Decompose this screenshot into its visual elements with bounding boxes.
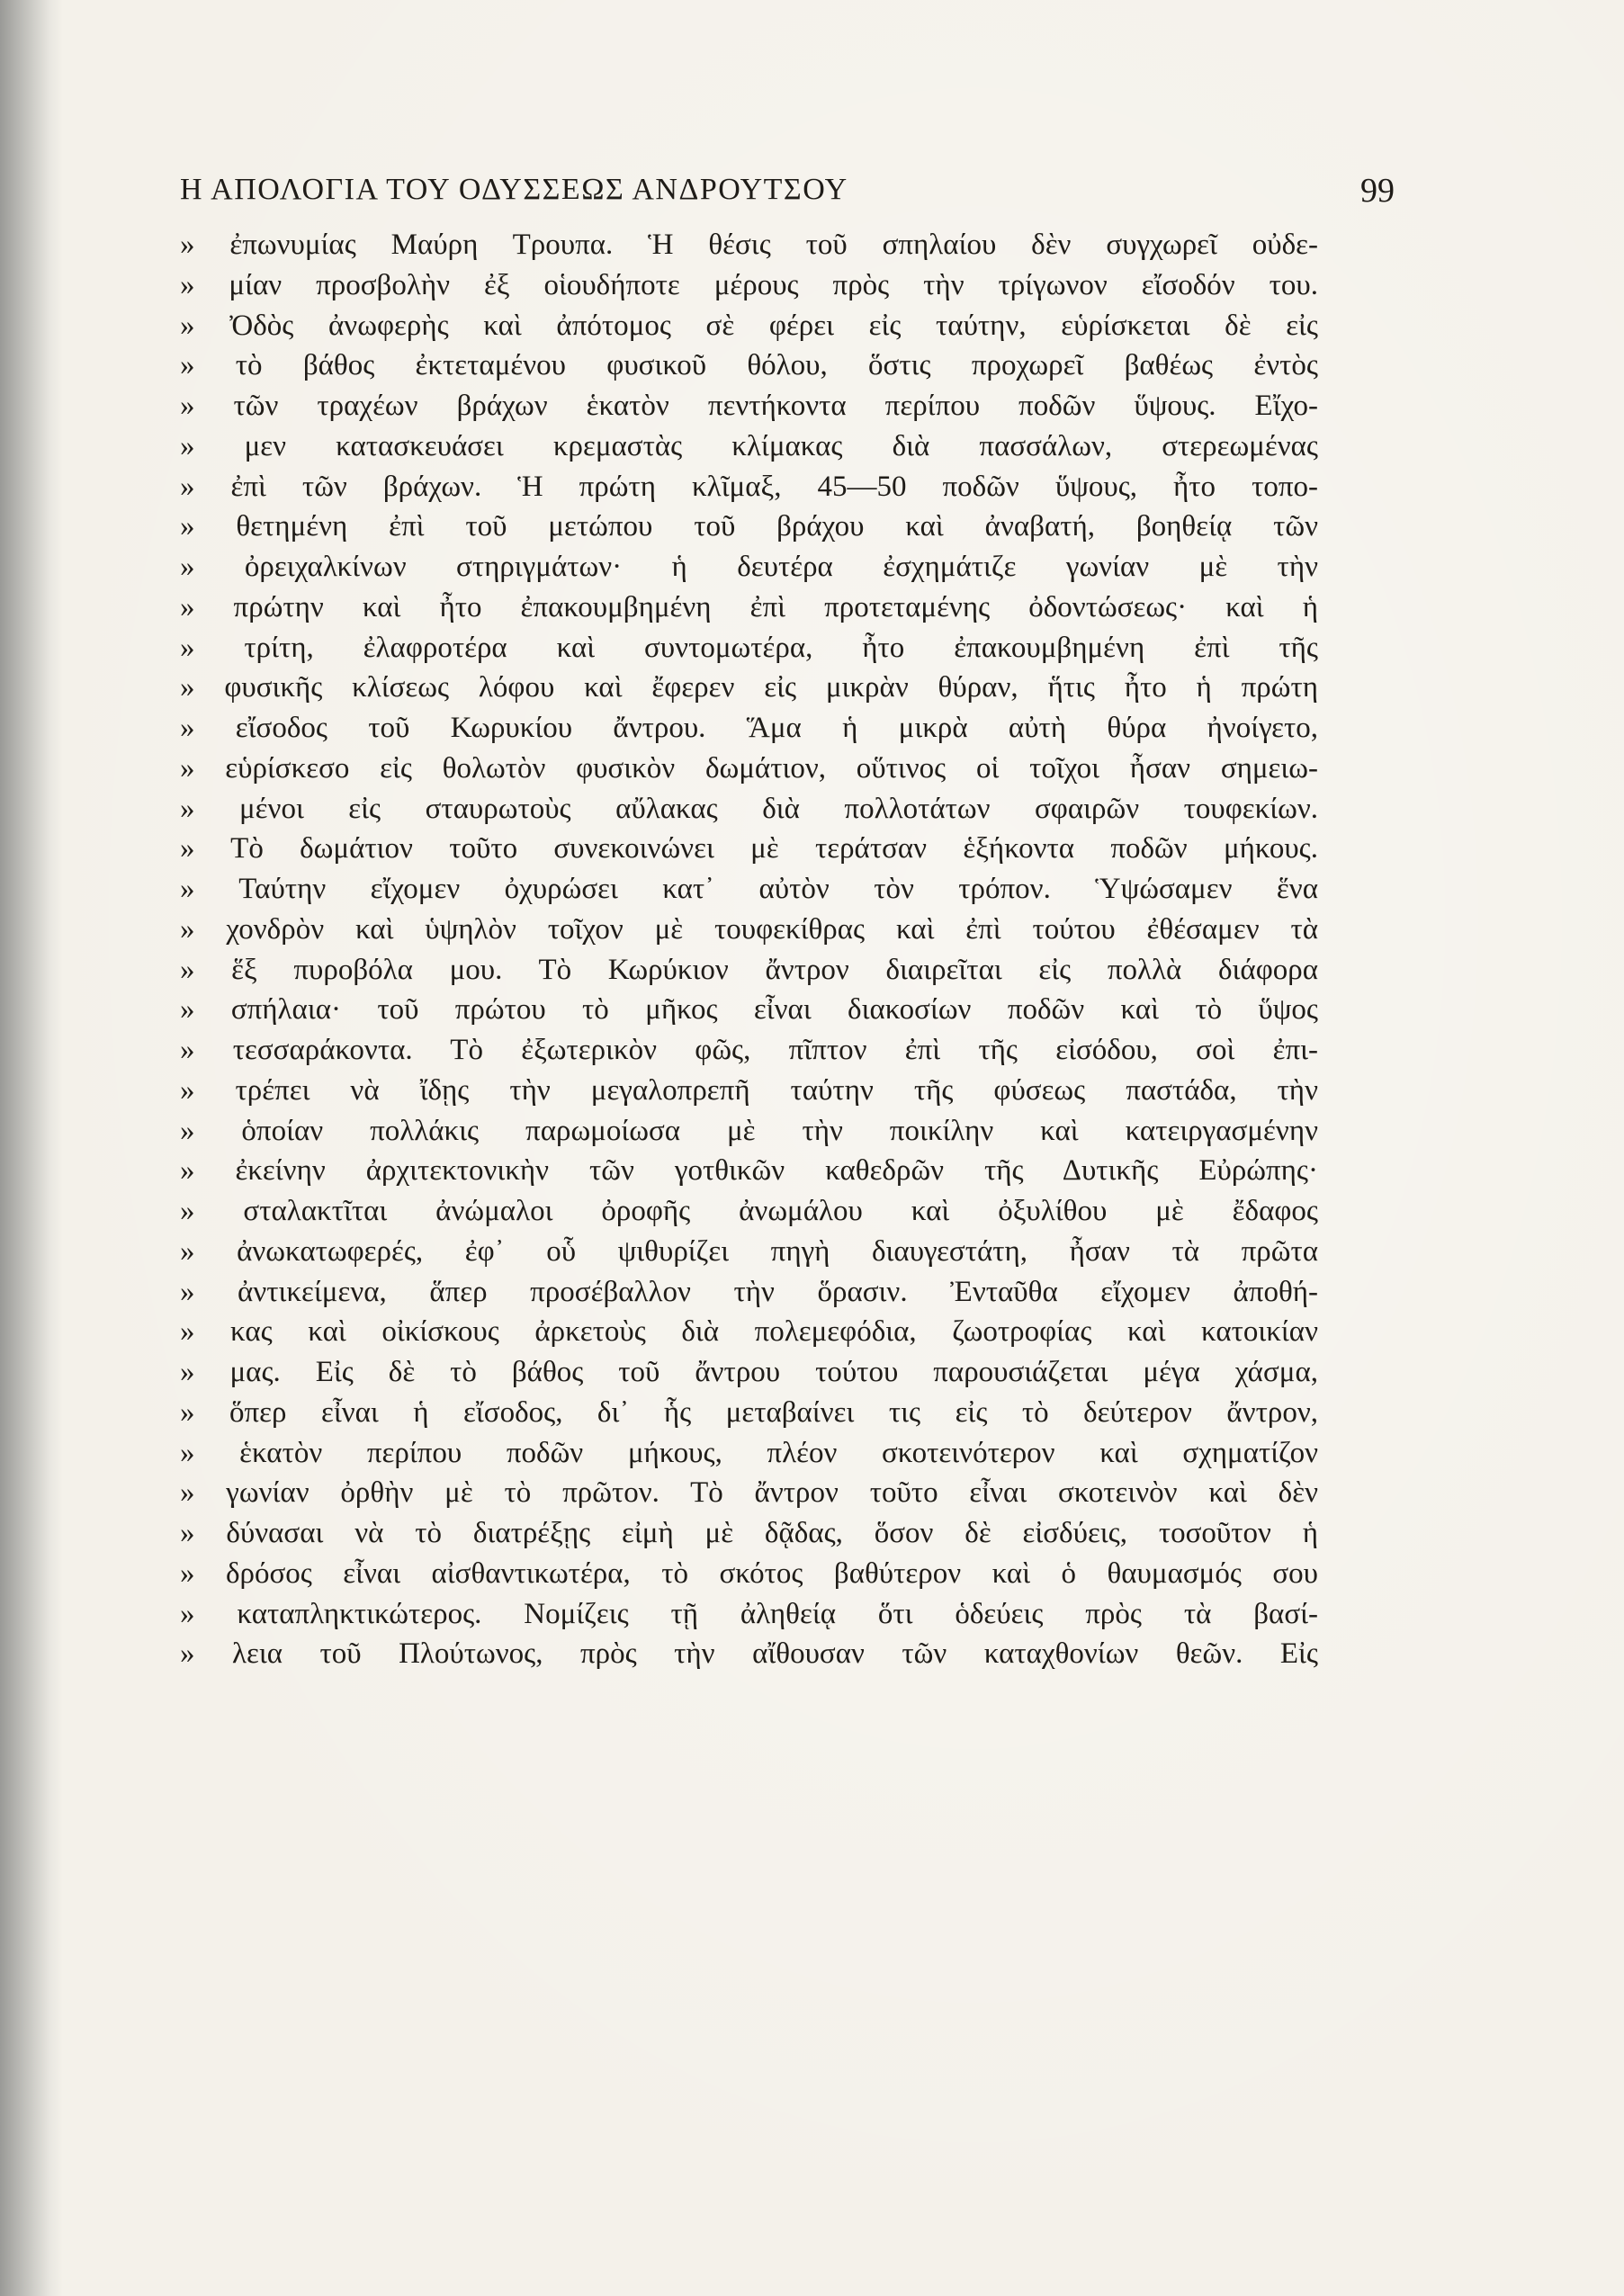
text-line: » λεια τοῦ Πλούτωνος, πρὸς τὴν αἴθουσαν τῶν καταχθονίων θεῶν. Εἰς — [180, 1637, 1318, 1671]
text-line: » εὑρίσκεσο εἰς θολωτὸν φυσικὸν δωμάτιον, οὕτινος οἱ τοῖχοι ἦσαν σημειω- — [180, 751, 1318, 785]
text-line: » δρόσος εἶναι αἰσθαντικωτέρα, τὸ σκότος βαθύτερον καὶ ὁ θαυμασμός σου — [180, 1556, 1318, 1590]
text-line: » φυσικῆς κλίσεως λόφου καὶ ἔφερεν εἰς μικρὰν θύραν, ἥτις ἦτο ἡ πρώτη — [180, 671, 1318, 704]
text-line: » τῶν τραχέων βράχων ἑκατὸν πεντήκοντα περίπου ποδῶν ὕψους. Εἴχο- — [180, 390, 1318, 422]
text-line: » σταλακτῖται ἀνώμαλοι ὀροφῆς ἀνωμάλου καὶ ὀξυλίθου μὲ ἔδαφος — [180, 1195, 1318, 1227]
text-line: » εἴσοδος τοῦ Κωρυκίου ἄντρου. Ἅμα ἡ μικρὰ αὐτὴ θύρα ἠνοίγετο, — [180, 712, 1318, 744]
page-header — [180, 164, 1395, 218]
text-line: » τὸ βάθος ἐκτεταμένου φυσικοῦ θόλου, ὅστις προχωρεῖ βαθέως ἐντὸς — [180, 349, 1318, 382]
text-line: » χονδρὸν καὶ ὑψηλὸν τοῖχον μὲ τουφεκίθρας καὶ ἐπὶ τούτου ἐθέσαμεν τὰ — [180, 912, 1318, 946]
text-line: » μας. Εἰς δὲ τὸ βάθος τοῦ ἄντρου τούτου παρουσιάζεται μέγα χάσμα, — [180, 1356, 1318, 1388]
page-number: 99 — [1360, 172, 1395, 210]
text-line: » γωνίαν ὀρθὴν μὲ τὸ πρῶτον. Τὸ ἄντρον τοῦτο εἶναι σκοτεινὸν καὶ δὲν — [180, 1476, 1318, 1510]
text-line: » κας καὶ οἰκίσκους ἀρκετοὺς διὰ πολεμεφόδια, ζωοτροφίας καὶ κατοικίαν — [180, 1315, 1318, 1349]
text-line: » θετημένη ἐπὶ τοῦ μετώπου τοῦ βράχου καὶ ἀναβατή, βοηθείᾳ τῶν — [180, 510, 1318, 543]
text-line: » Ταύτην εἴχομεν ὀχυρώσει κατ᾽ αὐτὸν τὸν τρόπον. Ὑψώσαμεν ἕνα — [180, 873, 1318, 905]
scan-shadow-edge — [0, 0, 63, 2296]
text-line: » ἀντικείμενα, ἅπερ προσέβαλλον τὴν ὅρασιν. Ἐνταῦθα εἴχομεν ἀποθή- — [180, 1275, 1318, 1308]
text-line: » καταπληκτικώτερος. Νομίζεις τῇ ἀληθείᾳ ὅτι ὁδεύεις πρὸς τὰ βασί- — [180, 1597, 1318, 1630]
text-line: » Τὸ δωμάτιον τοῦτο συνεκοινώνει μὲ τεράτσαν ἑξήκοντα ποδῶν μήκους. — [180, 832, 1318, 865]
text-line: » μεν κατασκευάσει κρεμαστὰς κλίμακας διὰ πασσάλων, στερεωμένας — [180, 429, 1318, 462]
body-text — [180, 225, 1318, 1674]
text-line: » τρίτη, ἐλαφροτέρα καὶ συντομωτέρα, ἦτο ἐπακουμβημένη ἐπὶ τῆς — [180, 631, 1318, 664]
text-line: » ἀνωκατωφερές, ἐφ᾽ οὗ ψιθυρίζει πηγὴ διαυγεστάτη, ἦσαν τὰ πρῶτα — [180, 1234, 1318, 1268]
text-line: » πρώτην καὶ ἦτο ἐπακουμβημένη ἐπὶ προτεταμένης ὀδοντώσεως· καὶ ἡ — [180, 590, 1318, 623]
text-line: » ὁποίαν πολλάκις παρωμοίωσα μὲ τὴν ποικίλην καὶ κατειργασμένην — [180, 1114, 1318, 1147]
text-line: » ἕξ πυροβόλα μου. Τὸ Κωρύκιον ἄντρον διαιρεῖται εἰς πολλὰ διάφορα — [180, 953, 1318, 986]
text-line: » μίαν προσβολὴν ἐξ οἱουδήποτε μέρους πρὸς τὴν τρίγωνον εἴσοδόν του. — [180, 268, 1318, 301]
text-line: » ἑκατὸν περίπου ποδῶν μήκους, πλέον σκοτεινότερον καὶ σχηματίζον — [180, 1436, 1318, 1469]
text-line: » τεσσαράκοντα. Τὸ ἐξωτερικὸν φῶς, πῖπτον ἐπὶ τῆς εἰσόδου, σοὶ ἐπι- — [180, 1034, 1318, 1066]
text-line: » ἐπὶ τῶν βράχων. Ἡ πρώτη κλῖμαξ, 45—50 ποδῶν ὕψους, ἦτο τοπο- — [180, 470, 1318, 503]
text-line: » Ὀδὸς ἀνωφερὴς καὶ ἀπότομος σὲ φέρει εἰς ταύτην, εὑρίσκεται δὲ εἰς — [180, 309, 1318, 342]
text-line: » ἐπωνυμίας Μαύρη Τρουπα. Ἡ θέσις τοῦ σπηλαίου δὲν συγχωρεῖ οὐδε- — [180, 229, 1318, 261]
text-line: » μένοι εἰς σταυρωτοὺς αὔλακας διὰ πολλοτάτων σφαιρῶν τουφεκίων. — [180, 792, 1318, 825]
text-line: » δύνασαι νὰ τὸ διατρέξῃς εἰμὴ μὲ δᾷδας, ὅσον δὲ εἰσδύεις, τοσοῦτον ἡ — [180, 1517, 1318, 1549]
text-line: » ὀρειχαλκίνων στηριγμάτων· ἡ δευτέρα ἐσχημάτιζε γωνίαν μὲ τὴν — [180, 551, 1318, 583]
text-line: » ὅπερ εἶναι ἡ εἴσοδος, δι᾽ ἧς μεταβαίνει τις εἰς τὸ δεύτερον ἄντρον, — [180, 1395, 1318, 1429]
running-title: Η ΑΠΟΛΟΓΙΑ ΤΟΥ ΟΔΥΣΣΕΩΣ ΑΝΔΡΟΥΤΣΟΥ — [180, 173, 848, 206]
text-line: » τρέπει νὰ ἴδῃς τὴν μεγαλοπρεπῆ ταύτην τῆς φύσεως παστάδα, τὴν — [180, 1073, 1318, 1107]
text-line: » ἐκείνην ἀρχιτεκτονικὴν τῶν γοτθικῶν καθεδρῶν τῆς Δυτικῆς Εὐρώπης· — [180, 1154, 1318, 1188]
text-line: » σπήλαια· τοῦ πρώτου τὸ μῆκος εἶναι διακοσίων ποδῶν καὶ τὸ ὕψος — [180, 993, 1318, 1027]
